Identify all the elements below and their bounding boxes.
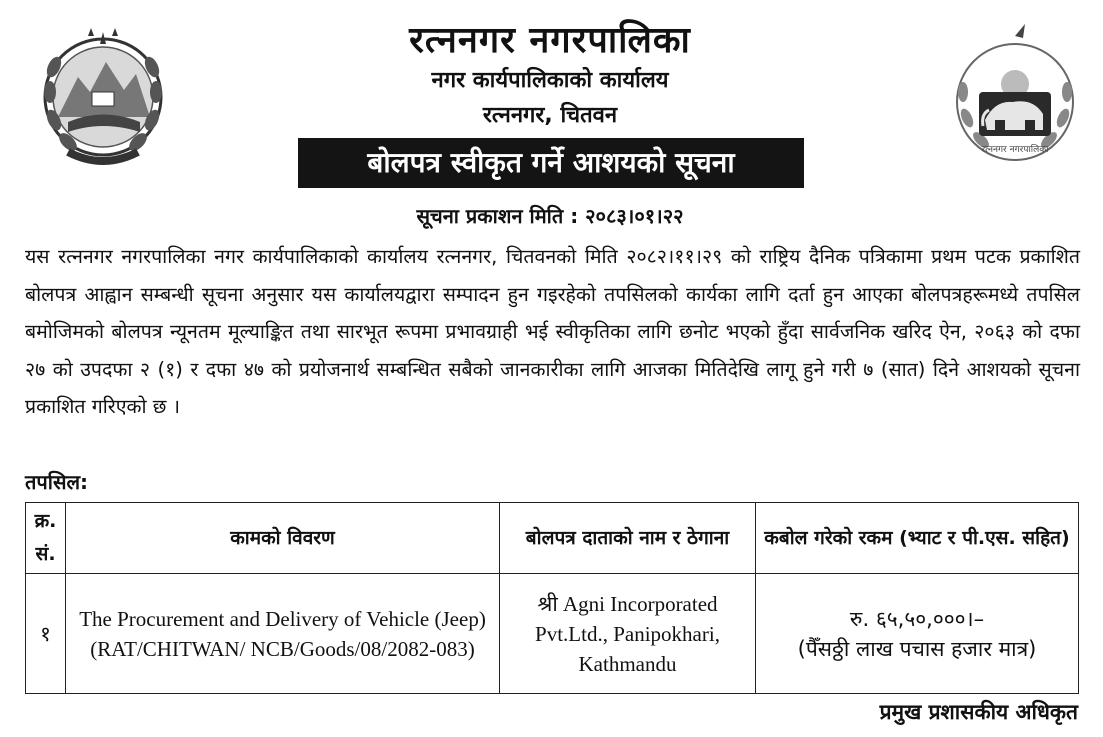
header-serial-number: क्र. सं. [26,503,66,574]
row-serial-number: १ [26,574,66,694]
amount-figures: रु. ६५,५०,०००।– [849,606,985,631]
office-address: रत्ननगर, चितवन [482,103,618,128]
office-name: नगर कार्यपालिकाको कार्यालय [431,68,669,93]
ratnanagar-municipality-emblem-icon [945,22,1085,167]
organization-name: रत्ननगर नगरपालिका [409,20,691,61]
amount-in-words: (पैँसठ्ठी लाख पचास हजार मात्र) [797,636,1037,661]
row-bidder-name: श्री Agni Incorporated Pvt.Ltd., Panipokhari, Kathmandu [500,574,756,694]
notice-body-paragraph: यस रत्ननगर नगरपालिका नगर कार्यपालिकाको कार्यालय रत्ननगर, चितवनको मिति २०८२।११।२९ को राष्ट्रिय दैनिक पत्रिकामा प्रथम पटक प्रकाशित बोलपत्र आह्वान सम्बन्धी सूचना अनुसार यस कार्यालयद्वारा सम्पादन हुन गइरहेको तपसिलको कार्यका लागि दर्ता हुन आएका बोलपत्रहरूमध्ये तपसिल बमोजिमको बोलपत्र न्यूनतम मूल्याङ्कित तथा सारभूत रूपमा प्रभावग्राही भई स्वीकृतिका लागि छनोट भएको हुँदा सार्वजनिक खरिद ऐन, २०६३ को दफा २७ को उपदफा २ (१) र दफा ४७ को प्रयोजनार्थ सम्बन्धित सबैको जानकारीका लागि आजका मितिदेखि लागू हुने गरी ७ (सात) दिने आशयको सूचना प्रकाशित गरिएको छ । [25,245,1080,418]
row-work-description: The Procurement and Delivery of Vehicle (Jeep) (RAT/CHITWAN/ NCB/Goods/08/2082-083) [66,574,500,694]
award-table [25,502,1079,694]
header-bidder-name-address: बोलपत्र दाताको नाम र ठेगाना [500,503,756,574]
schedule-label: तपसिल: [25,470,89,494]
nepal-government-emblem-icon [28,22,178,172]
row-quoted-amount [756,574,1079,694]
table-row [26,574,1079,694]
header-quoted-amount: कबोल गरेको रकम (भ्याट र पी.एस. सहित) [756,503,1079,574]
notice-title: बोलपत्र स्वीकृत गर्ने आशयको सूचना [298,138,804,188]
header-work-description: कामको विवरण [66,503,500,574]
table-header-row [26,503,1079,574]
publication-date: सूचना प्रकाशन मिति : २०८३।०१।२२ [416,204,684,228]
municipality-emblem-text: रत्ननगर नगरपालिका [981,145,1049,155]
signatory-title: प्रमुख प्रशासकीय अधिकृत [879,700,1078,724]
